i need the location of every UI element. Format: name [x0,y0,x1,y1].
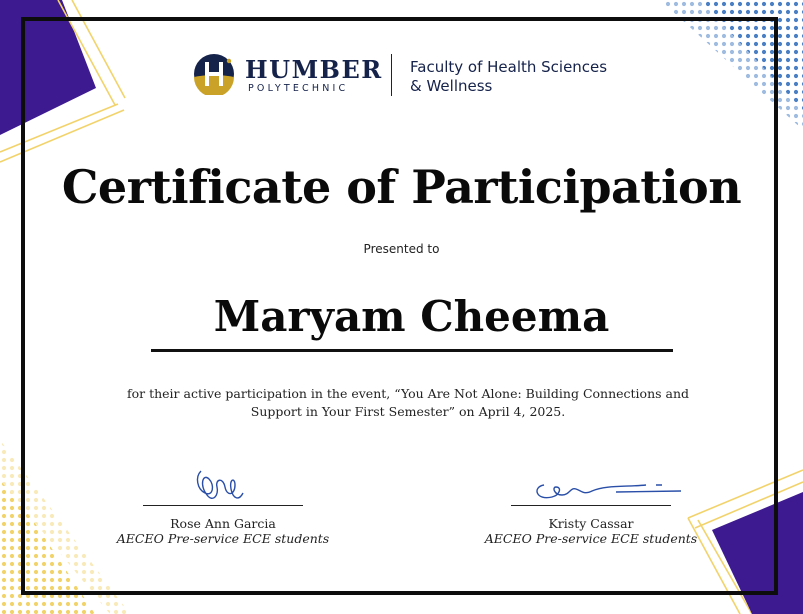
recipient-underline [151,349,673,352]
certificate-title: Certificate of Participation [61,160,742,214]
signature-line-right [511,505,671,506]
signature-block-right [461,465,721,547]
humber-logo [193,52,613,100]
signature-block-left [93,465,353,547]
signature-right-icon [496,465,686,505]
signatory-name-right: Kristy Cassar [548,516,634,531]
signatory-role-right: AECEO Pre-service ECE students [484,531,698,546]
signatory-role-left: AECEO Pre-service ECE students [116,531,330,546]
faculty-name: Faculty of Health Sciences & Wellness [410,58,608,95]
recipient-name: Maryam Cheema [213,292,610,341]
signatory-name-left: Rose Ann Garcia [170,516,276,531]
presented-to-label: Presented to [363,242,440,256]
certificate-description: for their active participation in the event, “You Are Not Alone: Building Connections and Support in Your First Semester” on April 4, 2025. [126,386,690,419]
signature-line-left [143,505,303,506]
humber-emblem-icon [193,53,235,95]
logo-subtitle: POLYTECHNIC [248,83,349,94]
logo-divider [391,54,392,96]
logo-wordmark: HUMBER [245,55,383,84]
signature-left-icon [143,465,303,505]
